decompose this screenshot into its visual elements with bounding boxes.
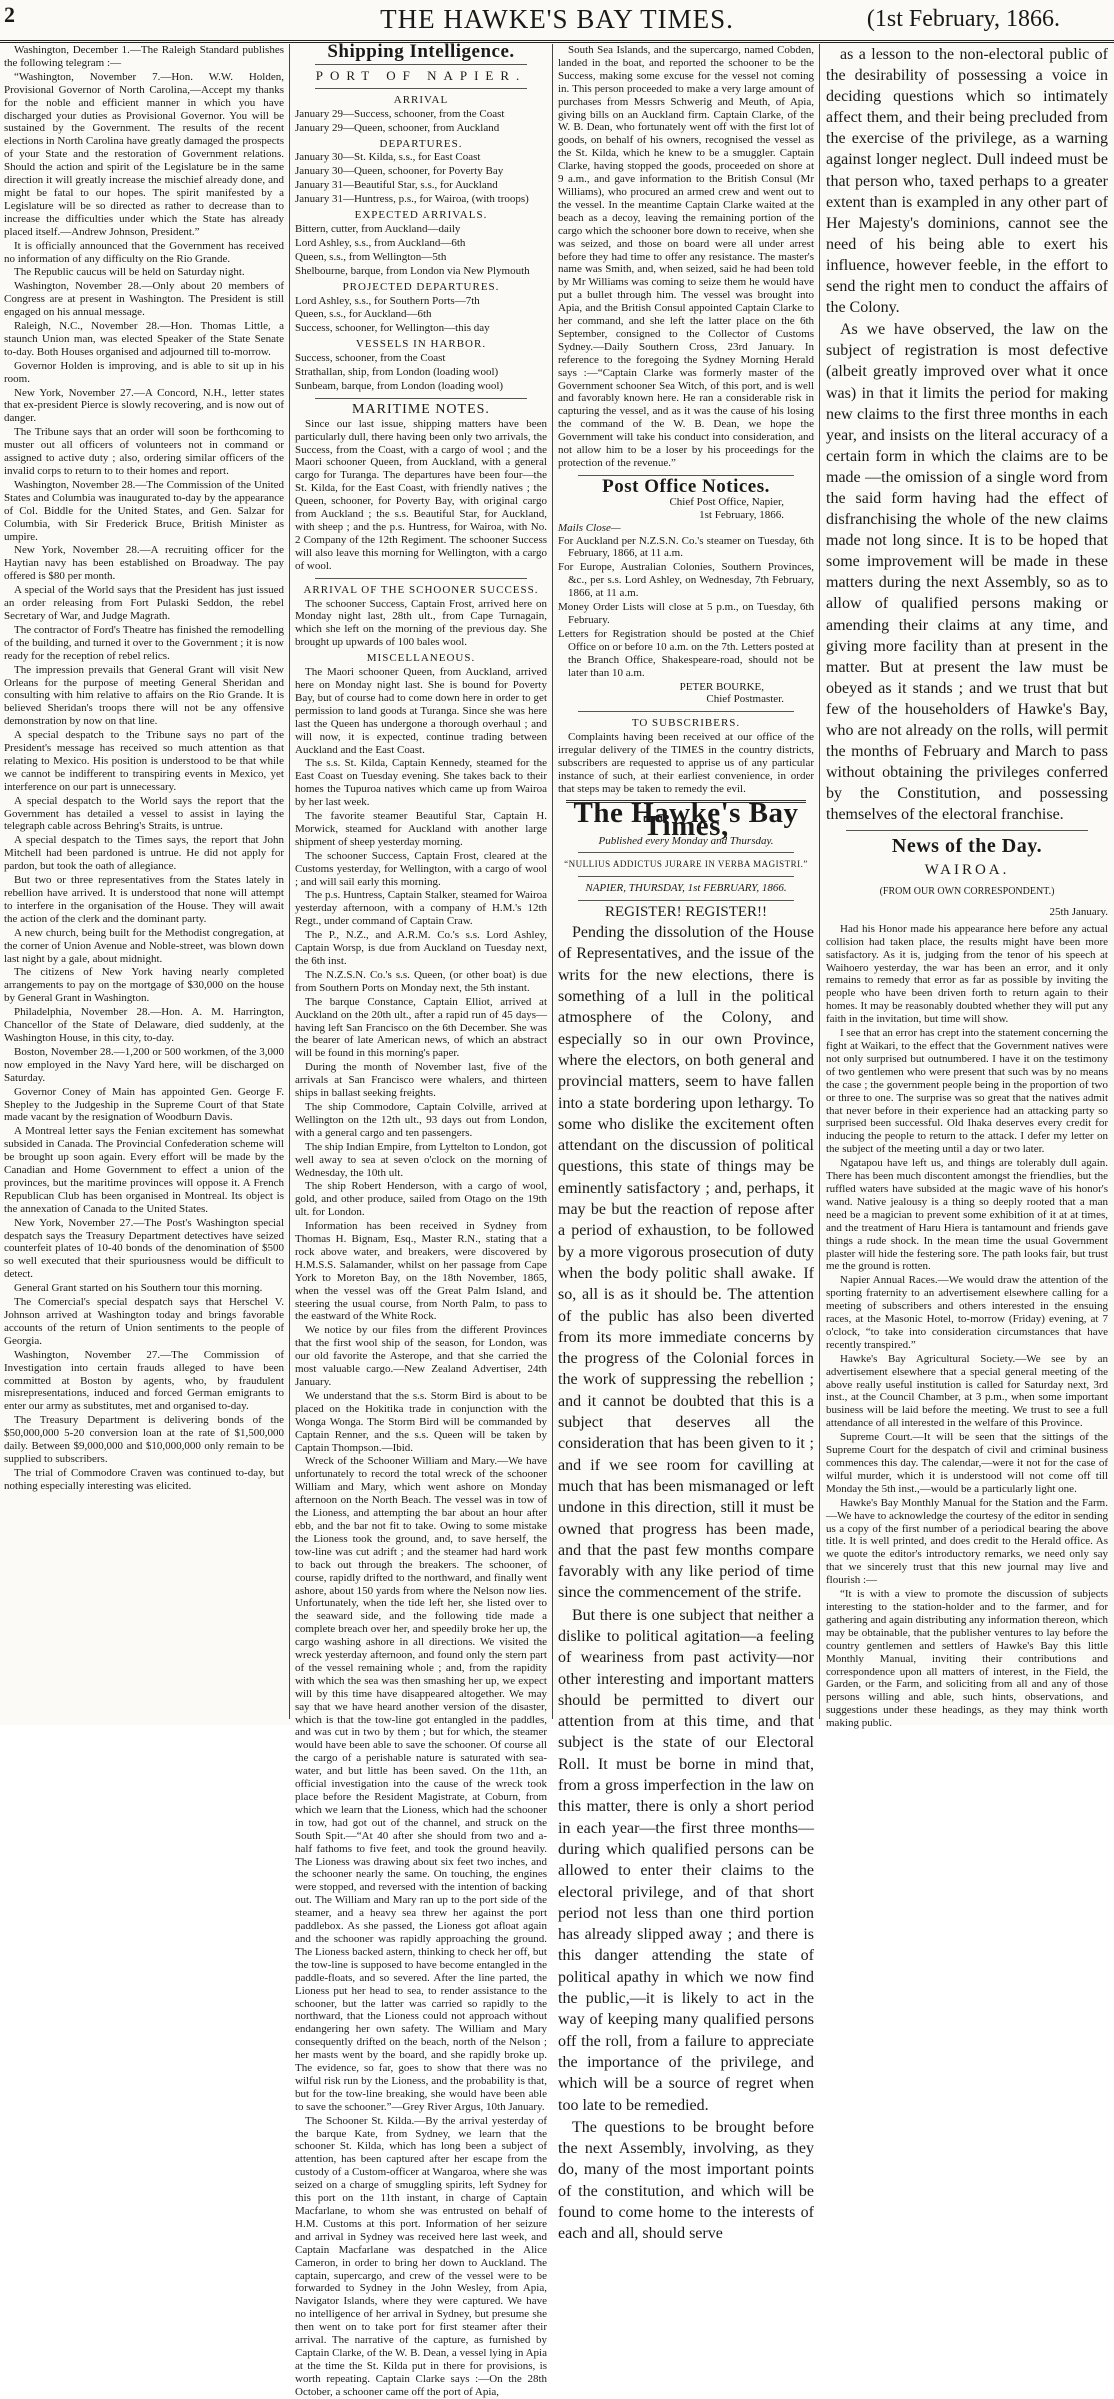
- misc-heading: MISCELLANEOUS.: [366, 652, 476, 665]
- misc-paragraph: The ship Commodore, Captain Colville, arrived at Wellington on the 12th ult., 93 days out from London, with a general cargo and ten passengers.: [295, 1100, 547, 1139]
- misc-paragraph: The Maori schooner Queen, from Auckland, arrived here on Monday night last. She is bound for Poverty Bay, but of course had to come down here in order to get permission to land goods at Turanga. Since she was here last the Queen has undergone a thorough overhaul ; and will now, it is expected, continue trading between Auckland and the East Coast.: [295, 666, 547, 756]
- news-paragraph: The trial of Commodore Craven was continued to-day, but nothing especially interesting was elicited.: [4, 1466, 284, 1492]
- divider: [846, 830, 1088, 831]
- column-foreign-news: [4, 44, 284, 1719]
- divider: [315, 398, 527, 399]
- divider: [315, 64, 527, 65]
- expected-entry: Bittern, cutter, from Auckland—daily: [295, 222, 461, 235]
- misc-paragraph: During the month of November last, five of the arrivals at San Francisco were whalers, and thirteen ships in ballast seeking freights.: [295, 1061, 547, 1100]
- leader-heading: REGISTER! REGISTER!!: [604, 904, 768, 921]
- news-paragraph: A special despatch to the World says the report that the Government has detailed a vessel to assist in laying the telegraph cable across Behring's Straits, is untrue.: [4, 794, 284, 833]
- arrival-success-paragraph: The schooner Success, Captain Frost, arrived here on Monday night last, 28th ult., from Cape Turnagain, which she left on the morning of the previous day. She brought up upwards of 100 bales wool.: [295, 597, 547, 649]
- news-paragraph: New York, November 28.—A recruiting officer for the Haytian navy has been established on Broadway. The pay offered is $80 per month.: [4, 544, 284, 583]
- news-paragraph: The impression prevails that General Grant will visit New Orleans for the purpose of meeting General Sheridan and consulting with him relative to affairs on the Rio Grande. It is believed Sheridan's troops there will not be any offensive demonstration by now on that line.: [4, 663, 284, 728]
- news-paragraph: “It is with a view to promote the discussion of subjects interesting to the station-holder and to the farmer, and for gathering and again distributing any information thereon, which may be obtainable, that the publisher ventures to lay before the country gentlemen and settlers of Hawke's Bay this little Monthly Manual, inviting their contributions and correspondence upon all matters of interest, in the Field, the Garden, or the Farm, and soliciting from all and any of those persons willing and able, such hints, observations, and suggestions under these headings, as they may think worth making public.: [826, 1588, 1108, 1730]
- news-paragraph: Hawke's Bay Agricultural Society.—We see by an advertisement elsewhere that a special general meeting of the above really useful institution is called for Saturday next, 3rd inst., at the Council Chamber, at 3 p.m., when some important business will be laid before the meeting. We trust to see a full attendance of all interested in the welfare of this Province.: [826, 1352, 1108, 1430]
- misc-paragraph: Wreck of the Schooner William and Mary.—We have unfortunately to record the total wreck of the schooner William and Mary, which went ashore on Monday afternoon on the North Beach. The vessel was in tow of the Lioness, and attempting the bar about an hour after ebb, and the bar not fit to take. Owing to some mistake the Lioness took the ground, and, to save herself, the tow-line was cut adrift ; and the steamer had hard work to back out through the breakers. The schooner, of course, rapidly drifted to the northward, and finally went ashore, about 150 yards from where the Nelson now lies. Unfortunately, when the tide left her, she listed over to the seaward side, and the following tide made a complete breach over her, and speedily broke her up, the cargo washing ashore in all directions. We visited the wreck yesterday afternoon, and found only the stern part of the vessel remaining whole ; and, from the rapidity with which the sea was then smashing her up, we expect will by this time have disappeared altogether. We may say that we have heard another version of the disaster, which is that the tow-line got entangled in the paddles, and was cut in two by them ; but for which, the steamer would have been able to save the schooner. Of course all the cargo of a perishable nature is saturated with sea-water, and but little has been saved. On the 11th, an official investigation into the cause of the wreck took place before the Resident Magistrate, at Coburn, from which we learn that the Lioness, which had the schooner in tow, had got out of the channel, and struck on the South Spit.—“At 40 after she should from two and a-half fathoms to five feet, and took the ground heavily. The Lioness was drawing about six feet two inches, and the schooner nearly the same. On touching, the engines were stopped, and reversed with the intention of backing out. The William and Mary ran up to the port side of the steamer, and a heavy sea threw her against the port paddlebox. As she passed, the Lioness got afloat again and the schooner was rapidly approaching the ground. The Lioness backed astern, thinking to check her off, but the tow-line is supposed to have become entangled in the paddle-floats, and so severed. After the line parted, the Lioness put her head to sea, to render assistance to the schooner, but the latter was carried so rapidly to the northward, that the Lioness could not approach without endangering her own safety. The William and Mary consequently drifted on the beach, north of the Nelson ; her masts went by the board, and she rapidly broke up. The evidence, so far, goes to show that there was no wilful risk run by the Lioness, and the probability is that, but for the tow-line breaking, she would have been able to save the schooner.”—Grey River Argus, 10th January.: [295, 1455, 547, 2113]
- page-number: 2: [4, 2, 15, 27]
- dateline: NAPIER, THURSDAY, 1st FEBRUARY, 1866.: [585, 882, 787, 895]
- mail-entry: For Auckland per N.Z.S.N. Co.'s steamer on Tuesday, 6th February, 1866, at 11 a.m.: [558, 534, 814, 560]
- arrival-entry: January 29—Queen, schooner, from Auckland: [295, 121, 500, 134]
- misc-paragraph: The Schooner St. Kilda.—By the arrival yesterday of the barque Kate, from Sydney, we learn that the schooner St. Kilda, which has long been a subject of attention, has been captured after her escape from the custody of a Custom-officer at Wangaroa, where she was seized on a charge of smuggling spirits, left Sydney for this port on the 11th instant, in charge of Captain Macfarlane, to whom she was entrusted on behalf of H.M. Customs at this port. Information of her seizure and arrival in Sydney was received here last week, and Captain Macfarlane was despatched in the Alice Cameron, in order to bring her down to Auckland. The captain, supercargo, and crew of the vessel were to be forwarded to Sydney in the John Wesley, from Apia, Navigator Islands, where they were captured. We have no intelligence of her arrival in Sydney, but presume she then went on to take port for first steamer after their arrival. The narrative of the capture, as furnished by Captain Clarke, of the W. B. Dean, a vessel lying in Apia at the time the St. Kilda put in there for provisions, is worth repeating. Captain Clarke says :—On the 28th October, a schooner came off the port of Apia,: [295, 2114, 547, 2398]
- misc-paragraph: The ship Robert Henderson, with a cargo of wool, gold, and other produce, sailed from Otago on the 19th ult. for London.: [295, 1180, 547, 1219]
- misc-paragraph: The s.s. St. Kilda, Captain Kennedy, steamed for the East Coast on Tuesday evening. She takes back to their homes the Tupuroa natives which came up from Wairoa by her last week.: [295, 757, 547, 809]
- projected-heading: PROJECTED DEPARTURES.: [342, 280, 500, 293]
- harbor-entry: Strathallan, ship, from London (loading wool): [295, 366, 499, 379]
- news-paragraph: A special despatch to the Tribune says no part of the President's message has received so much attention as that relating to Mexico. His position is understood to be that while we cannot be indifferent to transpiring events in Mexico, yet interference on our part is unnecessary.: [4, 729, 284, 793]
- misc-paragraph: We understand that the s.s. Storm Bird is about to be placed on the Hokitika trade in conjunction with the Wonga Wonga. The Storm Bird will be commanded by Captain Renner, and the s.s. Queen will be taken by Captain Thompson.—Ibid.: [295, 1389, 547, 1454]
- column-rule: [289, 44, 290, 1719]
- news-paragraph: A special of the World says that the President has just issued an order releasing from Fort Pulaski Seddon, the rebel Secretary of War, and Judge Magrath.: [4, 584, 284, 622]
- departure-entry: January 31—Huntress, p.s., for Wairoa, (with troops): [295, 193, 529, 206]
- news-paragraph: The Comercial's special despatch says that Herschel V. Johnson arrived at Washington today and brings favorable accounts of the return of Union sentiments to the people of Georgia.: [4, 1296, 284, 1347]
- masthead: [0, 0, 1114, 43]
- shipping-heading: Shipping Intelligence.: [327, 41, 515, 62]
- misc-paragraph: The barque Constance, Captain Elliot, arrived at Auckland on the 20th ult., after a rapid run of 45 days—having left San Francisco on the 6th December. She was the bearer of late American news, of which an abstract will be found in this morning's paper.: [295, 995, 547, 1060]
- column-shipping: [295, 41, 547, 2398]
- harbor-heading: VESSELS IN HARBOR.: [355, 338, 487, 351]
- misc-paragraph: The favorite steamer Beautiful Star, Captain H. Morwick, steamed for Auckland with another large shipment of sheep yesterday morning.: [295, 810, 547, 848]
- wairoa-correspondent: (FROM OUR OWN CORRESPONDENT.): [879, 885, 1055, 897]
- news-paragraph: Ngatapou have left us, and things are tolerably dull again. There has been much discontent amongst the friendlies, but the ruffled waters have subsided at the magic wave of his honor's wand. Native jealousy is a thing so deeply rooted that a man need be a magician to prevent some exhibition of it at at times, and the treatment of Haru Hiera is tantamount and friends gave things a rude shock. In the mean time the usual Government plaster will hide the festering sore. The path looks fair, but trust me the ground is rotten.: [826, 1157, 1108, 1273]
- arrival-heading: ARRIVAL: [393, 93, 449, 106]
- news-paragraph: Raleigh, N.C., November 28.—Hon. Thomas Little, a staunch Union man, was elected Speaker of the State Senate to-day. Both Houses organised and adjourned till to-morrow.: [4, 320, 284, 358]
- news-paragraph: Hawke's Bay Monthly Manual for the Station and the Farm.—We have to acknowledge the courtesy of the editor in sending us a copy of the first number of a periodical bearing the above title. It is well printed, and does credit to the Herald office. As we quote the editor's introductory remarks, we need only say that we sincerely trust that this new journal may live and flourish :—: [826, 1496, 1108, 1587]
- news-paragraph: Governor Coney of Main has appointed Gen. George F. Shepley to the Judgeship in the Supreme Court of that State made vacant by the resignation of Woodburn Davis.: [4, 1085, 284, 1124]
- news-paragraph: The Tribune says that an order will soon be forthcoming to muster out all officers of volunteers not in command or assigned to active duty ; also, ordering similar officers of the invalid corps to return to to their homes and report.: [4, 426, 284, 477]
- departures-heading: DEPARTURES.: [379, 137, 463, 150]
- expected-entry: Lord Ashley, s.s., from Auckland—6th: [295, 236, 466, 249]
- subscribers-notice: Complaints having been received at our office of the irregular delivery of the TIMES in the country districts, subscribers are requested to apprise us of any particular instance of such, at their earliest convenience, in order that steps may be taken to remedy the evil.: [558, 731, 814, 795]
- wairoa-heading: WAIROA.: [924, 861, 1010, 878]
- post-office-date: 1st February, 1866.: [699, 508, 784, 521]
- newspaper-title: THE HAWKE'S BAY TIMES.: [380, 4, 734, 34]
- misc-paragraph: The p.s. Huntress, Captain Stalker, steamed for Wairoa yesterday afternoon, with a company of H.M.'s 12th Regt., under command of Captain Craw.: [295, 889, 547, 928]
- news-paragraph: South Sea Islands, and the supercargo, named Cobden, landed in the boat, and reported the schooner to be the Success, making some excuse for the vessel not coming in. This person proceeded to make a very large amount of purchases from Messrs Schwerig and Meuth, of Apia, giving bills on an Auckland firm. Captain Clarke, of the W. B. Dean, who fortunately went off with the first lot of goods, on behalf of his owners, recognised the vessel as the St. Kilda, which he knew to be a smuggler. Captain Clarke, having stopped the goods, proceeded on shore at 9 a.m., and gave information to the British Consul (Mr Williams), who procured an armed crew and went out to the vessel. In the meantime Captain Clarke waited at the beach as a decoy, leaving the remaining portion of the cargo which the schooner bore down to receive, when she was seized, and those on board were all under arrest before they had time to offer any resistance. The master's name was Smith, and, when seized, said he had been told by Mr Williams was coming to seize them he would have put a bullet through him. The vessel was brought into Apia, and the British Consul appointed Captain Clarke to her command, and she left the latter place on the 6th September, consigned to the Collector of Customs Sydney.—Daily Southern Cross, 23rd January. In reference to the foregoing the Sydney Morning Herald says :—“Captain Clarke was formerly master of the Government schooner Sea Witch, of this port, and is well and favorably known here. He ran a considerable risk in capturing the vessel, and as it was the cause of his losing the command of the W. B. Dean, we hope the Government will take his conduct into consideration, and not allow him to be a loser by his proceedings for the protection of the revenue.”: [558, 44, 814, 469]
- misc-paragraph: The P., N.Z., and A.R.M. Co.'s s.s. Lord Ashley, Captain Worsp, is due from Auckland on Tuesday next, the 6th inst.: [295, 929, 547, 967]
- leader-paragraph: Pending the dissolution of the House of Representatives, and the issue of the writs for the new elections, there is something of a lull in the political atmosphere of the Colony, and especially so in our own Province, where the electors, on both general and provincial matters, seem to have fallen into a state bordering upon lethargy. To some who dislike the excitement often attendant on the discussion of political questions, this state of things may be eminently satisfactory ; and, perhaps, it may be but the reaction of repose after a period of exhaustion, to be followed by a more vigorous prosecution of duty when the body politic shall awake. If so, all is as it should be. The attention of the public has also been diverted from its more immediate concerns by the progress of the Colonial forces in the work of suppressing the rebellion ; and it cannot be doubted that this is a subject that deserves all the consideration that has been given to it ; and if we see room for cavilling at much that has been mismanaged or left undone in this direction, still it must be owned that progress has been made, and that the past few months compare favorably with any like period of time since the commencement of the strife.: [558, 924, 814, 1602]
- paper-nameplate: The Hawke's Bay Times,: [573, 796, 799, 842]
- mail-entry: For Europe, Australian Colonies, Southern Provinces, &c., per s.s. Lord Ashley, on Wednesday, 7th February, 1866, at 11 a.m.: [558, 561, 814, 600]
- post-office-heading: Post Office Notices.: [602, 475, 770, 497]
- divider: [578, 852, 794, 853]
- news-paragraph: “Washington, November 7.—Hon. W.W. Holden, Provisional Governor of North Carolina,—Accept my thanks for the noble and efficient manner in which you have discharged your duties as Provisional Governor. You will be sustained by the Government. The results of the recent elections in North Carolina have greatly damaged the prospects of your State and the restoration of Government relations. Should the action and spirit of the Legislature be in the same direction it will greatly increase the mischief already done, and might be fatal to our hopes. The spirit manifested by a Legislature will be so directed as rather to decrease than to increase the difficulties under which the State has already placed itself.—Andrew Johnson, President.”: [4, 70, 284, 238]
- news-paragraph: Washington, November 27.—The Commission of Investigation into certain frauds alleged to have been committed at Boston by agents, who, by fraudulent misrepresentations, induced and forced German emigrants to enter our army as substitutes, met and organised to-day.: [4, 1348, 284, 1413]
- column-editorial: [558, 44, 814, 2243]
- news-paragraph: The Republic caucus will be held on Saturday night.: [14, 266, 245, 279]
- expected-entry: Queen, s.s., from Wellington—5th: [295, 250, 447, 263]
- news-paragraph: A Montreal letter says the Fenian excitement has somewhat subsided in Canada. The Provincial Confederation scheme will be brought up soon again. Every effort will be made by the Canadian and Home Government to effect a union of the provinces, but the maritime provinces will oppose it. A French Republican Club has been organised in Montreal. Its object is the annexation of Canada to the United States.: [4, 1125, 284, 1215]
- motto: “NULLIUS ADDICTUS JURARE IN VERBA MAGISTRI.”: [564, 859, 808, 870]
- news-paragraph: Washington, December 1.—The Raleigh Standard publishes the following telegram :—: [4, 44, 284, 69]
- harbor-entry: Success, schooner, from the Coast: [295, 352, 446, 365]
- news-paragraph: New York, November 27.—A Concord, N.H., letter states that ex-president Pierce is slowly recovering, and is now out of danger.: [4, 386, 284, 425]
- publication-schedule: Published every Monday and Thursday.: [598, 834, 774, 847]
- mail-entry: Money Order Lists will close at 5 p.m., on Tuesday, 6th February.: [558, 601, 814, 626]
- news-paragraph: It is officially announced that the Government has received no information of any difficulty on the Rio Grande.: [4, 239, 284, 265]
- postmaster-title: Chief Postmaster.: [706, 693, 784, 706]
- leader-paragraph: The questions to be brought before the next Assembly, involving, as they do, many of the most important points of the constitution, and which will be found to come home to the interests of each and all, should serve: [558, 2118, 814, 2243]
- expected-entry: Shelbourne, barque, from London via New Plymouth: [295, 264, 530, 277]
- misc-paragraph: Information has been received in Sydney from Thomas H. Bignam, Esq., Master R.N., stating that a rock above water, and breakers, were discovered by H.M.S.S. Salamander, whilst on her passage from Cape York to Moreton Bay, on the 18th November, 1865, when the vessel was off the Great Palm Island, and steering the usual course, from North Palm, to pass to the eastward of the White Rock.: [295, 1220, 547, 1323]
- departure-entry: January 30—St. Kilda, s.s., for East Coast: [295, 151, 481, 164]
- divider: [578, 900, 794, 901]
- projected-entry: Queen, s.s., for Auckland—6th: [295, 308, 432, 321]
- news-paragraph: Philadelphia, November 28.—Hon. A. M. Harrington, Chancellor of the State of Delaware, died suddenly, at the Washington House, in this city, to-day.: [4, 1006, 284, 1044]
- port-heading: PORT OF NAPIER.: [315, 67, 527, 83]
- column-news: [826, 44, 1108, 1730]
- wairoa-date: 25th January.: [1049, 905, 1108, 918]
- postmaster-name: PETER BOURKE,: [679, 680, 764, 693]
- misc-paragraph: We notice by our files from the different Provinces that the first wool ship of the season, for London, was our old favorite the Asterope, and that she carried the most valuable cargo.—New Zealand Advertiser, 24th January.: [295, 1324, 547, 1388]
- news-paragraph: The contractor of Ford's Theatre has finished the remodelling of the building, and turned it over to the Government ; it is now ready for the reception of rebel relics.: [4, 623, 284, 662]
- news-paragraph: But two or three representatives from the States lately in rebellion have arrived. It is understood that none will attempt to interfere in the organisation of the House. They will await the action of the clerk and the dominant party.: [4, 874, 284, 925]
- issue-date: (1st February, 1866.: [866, 6, 1060, 32]
- misc-paragraph: The N.Z.S.N. Co.'s s.s. Queen, (or other boat) is due from Southern Ports on Monday next, the 5th instant.: [295, 968, 547, 994]
- leader-paragraph: As we have observed, the law on the subject of registration is most defective (albeit greatly improved over what it once was) in that it limits the period for making new claims to the first three months in each year, and insists on the literal accuracy of a certain form in which the claims are to be made —the omission of a single word from the said form having had the effect of disfranchising the whole of the new claims made not long since. It is to be hoped that some improvement will be made in these matters during the next Assembly, so as to allow of qualified persons making or amending their claims at any time, and giving more facility than at present in the matter. But at present the law must be obeyed as it stands ; and we trust that but few of the householders of Hawke's Bay, who are not already on the rolls, will permit the months of February and March to pass without obtaining the privileges conferred by the Constitution, and possessing themselves of the electoral franchise.: [826, 321, 1108, 824]
- news-paragraph: A special despatch to the Times says, the report that John Mitchell had been pardoned is untrue. He did not apply for pardon, but took the oath of allegiance.: [4, 834, 284, 873]
- misc-paragraph: The ship Indian Empire, from Lyttelton to London, got well away to sea at seven o'clock on the morning of Wednesday, the 10th ult.: [295, 1140, 547, 1179]
- mail-entry: Letters for Registration should be posted at the Chief Office on or before 10 a.m. on the 7th. Letters posted at the Branch Office, Shakespeare-road, should not be later than 10 a.m.: [558, 627, 814, 679]
- maritime-heading: MARITIME NOTES.: [352, 401, 490, 417]
- news-paragraph: Supreme Court.—It will be seen that the sittings of the Supreme Court for the despatch of civil and criminal business commences this day. The calendar,—were it not for the case of wilful murder, which it is understood will not come off till Monday the 5th inst.,—would be a particularly light one.: [826, 1431, 1108, 1495]
- column-rule: [552, 44, 553, 1719]
- news-paragraph: I see that an error has crept into the statement concerning the fight at Waikari, to the effect that the Government natives were not only surprised but outnumbered. I have it on the testimony of two gentlemen who were present that such was by no means the case ; the government people being in the proportion of two or three to one. The surprise was so great that the natives admit that never before in their experience had an attacking party so surprised been successful. Old Ihaka deserves every credit for inducing the people to return to the attack. I defer my letter on the subject of the meeting until a day or two later.: [826, 1027, 1108, 1156]
- harbor-entry: Sunbeam, barque, from London (loading wool): [295, 379, 504, 392]
- news-paragraph: Washington, November 28.—The Commission of the United States and Columbia was inaugurated to-day by the appearance of Col. Biddle for the United States, and Gen. Salzar for Columbia, with Sir Frederick Bruce, British Minister as umpire.: [4, 478, 284, 543]
- news-paragraph: Had his Honor made his appearance here before any actual collision had taken place, the results might have been more satisfactory. As it is, judging from the tenor of his speech at Waihoero yesterday, the war has been an error, and it only remains to remedy that error as far as possible by inviting the people who have been driven forth to return again to their homes. It may be reasonably doubted whether they will put any faith in the invitation, but time will show.: [826, 922, 1108, 1026]
- news-heading: News of the Day.: [891, 835, 1043, 858]
- news-paragraph: The citizens of New York having nearly completed arrangements to pay on the mortgage of $30,000 on the house by General Grant in Washington.: [4, 966, 284, 1005]
- departure-entry: January 31—Beautiful Star, s.s., for Auckland: [295, 179, 498, 192]
- news-paragraph: A new church, being built for the Methodist congregation, at the corner of Union Avenue and Noble-street, was blown down last night by a gale, about midnight.: [4, 926, 284, 965]
- arrival-success-heading: ARRIVAL OF THE SCHOONER SUCCESS.: [303, 583, 539, 596]
- divider: [578, 711, 794, 712]
- news-paragraph: Washington, November 28.—Only about 20 members of Congress are at present in Washington. The President is still engaged on his annual message.: [4, 280, 284, 319]
- leader-paragraph: as a lesson to the non-electoral public of the desirability of possessing a voice in deciding questions which so intimately affect them, and their being precluded from the exercise of the privilege, as a warning against longer neglect. Dull indeed must be that person who, taxed perhaps to a greater extent than is exampled in any other part of Her Majesty's dominions, cannot see the need of his being able to exert his influence, however feeble, in the effort to send the right men to conduct the affairs of the Colony.: [826, 46, 1108, 317]
- news-paragraph: Boston, November 28.—1,200 or 500 workmen, of the 3,000 now employed in the Navy Yard here, will be discharged on Saturday.: [4, 1045, 284, 1084]
- news-paragraph: The Treasury Department is delivering bonds of the $50,000,000 5-20 conversion loan at the rate of $1,500,000 daily. Between $9,000,000 and $10,000,000 only remain to be supplied to subscribers.: [4, 1414, 284, 1465]
- divider: [315, 578, 527, 579]
- news-paragraph: Governor Holden is improving, and is able to sit up in his room.: [4, 359, 284, 385]
- maritime-paragraph: Since our last issue, shipping matters have been particularly dull, there having been only two arrivals, the Success, from the Coast, with a cargo of wool ; and the Maori schooner Queen, from Auckland, with a general cargo for Turanga. The departures have been four—the St. Kilda, for the East Coast, with friendly natives ; the Queen, schooner, for Poverty Bay, with original cargo from Auckland ; the s.s. Beautiful Star, for Auckland, with sheep ; and the p.s. Huntress, for Wairoa, with No. 2 Company of the 12th Regiment. The schooner Success will also leave this morning for Wellington, with a cargo of wool.: [295, 417, 547, 572]
- departure-entry: January 30—Queen, schooner, for Poverty Bay: [295, 165, 504, 178]
- misc-paragraph: The schooner Success, Captain Frost, cleared at the Customs yesterday, for Wellington, with a cargo of wool ; and will sail early this morning.: [295, 849, 547, 888]
- news-paragraph: New York, November 27.—The Post's Washington special despatch says the Treasury Department detectives have seized counterfeit plates of 10-40 bonds of the denomination of $500 so well executed that their spuriousness would be difficult to detect.: [4, 1216, 284, 1281]
- mails-close: Mails Close—: [558, 521, 621, 534]
- divider: [315, 88, 527, 89]
- projected-entry: Success, schooner, for Wellington—this day: [295, 322, 490, 335]
- expected-heading: EXPECTED ARRIVALS.: [354, 209, 488, 222]
- news-paragraph: Napier Annual Races.—We would draw the attention of the sporting fraternity to an advertisement elsewhere calling for a meeting of subscribers and others interested in the ensuing races, at the Masonic Hotel, to-morrow (Friday) evening, at 7 o'clock, “to take into consideration circumstances that have recently transpired.”: [826, 1274, 1108, 1351]
- projected-entry: Lord Ashley, s.s., for Southern Ports—7th: [295, 294, 480, 307]
- divider: [578, 876, 794, 877]
- subscribers-heading: TO SUBSCRIBERS.: [631, 717, 741, 730]
- leader-paragraph: But there is one subject that neither a dislike to political agitation—a feeling of weariness from past activity—nor other interesting and important matters should be permitted to divert our attention from at this time, and that subject is the state of our Electoral Roll. It must be borne in mind that, from a gross imperfection in the law on this matter, there is only a short period in each year—the first three months—during which qualified persons can be allowed to enter their claims to the electoral privilege, and of that short period not less than one third portion has already slipped away ; and there is this danger attending the state of political apathy in which we now find the public,—it is likely to act in the way of keeping many qualified persons off the roll, from a failure to appreciate the importance of the privilege, and which will be a source of regret when too late to be remedied.: [558, 1606, 814, 2114]
- column-rule: [819, 44, 820, 1719]
- post-office-place: Chief Post Office, Napier,: [669, 495, 784, 508]
- arrival-entry: January 29—Success, schooner, from the Coast: [295, 107, 505, 120]
- news-paragraph: General Grant started on his Southern tour this morning.: [14, 1282, 263, 1295]
